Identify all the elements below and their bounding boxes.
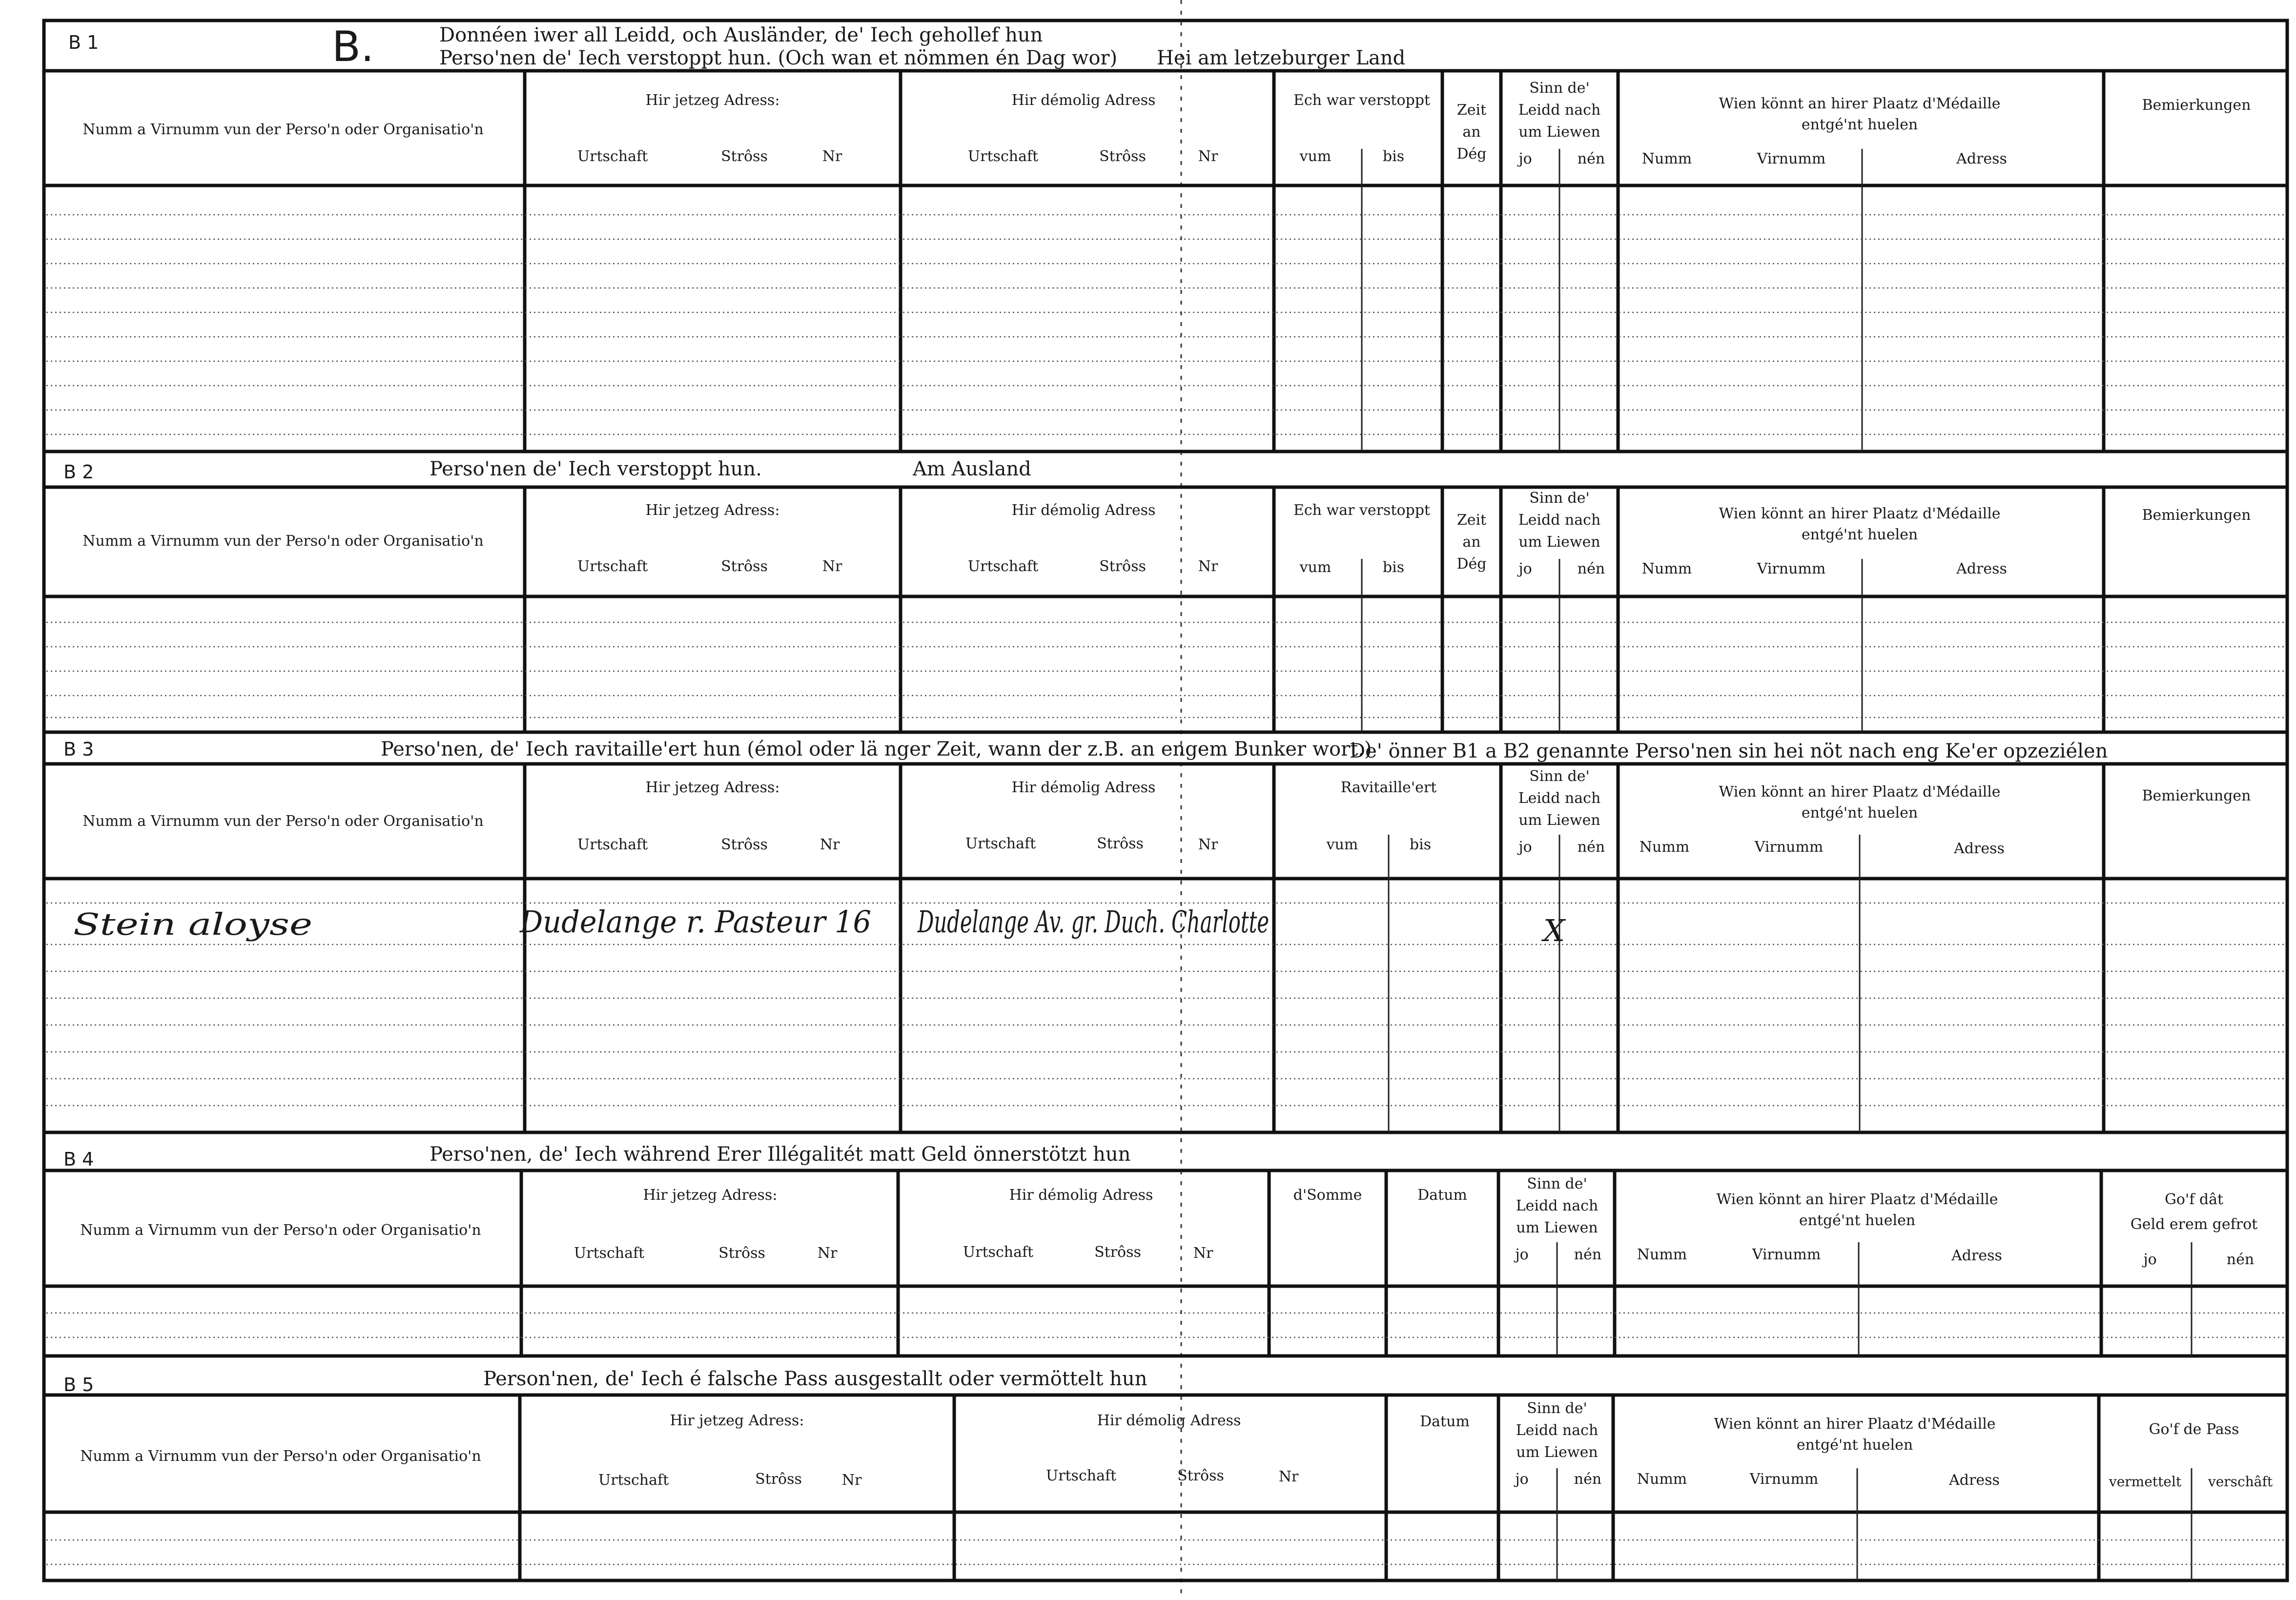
header-former-address: Hir démolig Adress: [1011, 92, 1156, 109]
header-gift-line1: Go'f dât: [2164, 1191, 2224, 1208]
header-date: Datum: [1420, 1413, 1470, 1430]
header-medal-line1: Wien könnt an hirer Plaatz d'Médaille: [1716, 1191, 1998, 1208]
header-current-address: Hir jetzeg Adress:: [670, 1412, 804, 1429]
header-nr: Nr: [822, 558, 842, 575]
section-title-b3-right: De' önner B1 a B2 genannte Perso'nen sin hei nöt nach eng Ke'er opzeziélen: [1350, 740, 2108, 762]
header-time-line3: Dég: [1456, 555, 1487, 573]
header-from: vum: [1299, 559, 1332, 576]
section-title-b1-line1: Donnéen iwer all Leidd, och Ausländer, de' Iech gehollef hun: [439, 24, 1043, 46]
header-time-line1: Zeit: [1456, 102, 1487, 119]
header-nr: Nr: [820, 836, 840, 853]
header-time-line3: Dég: [1456, 145, 1487, 163]
header-alive-line2: Leidd nach: [1516, 1197, 1599, 1214]
header-name: Numm a Virnumm vun der Perso'n oder Organisatio'n: [82, 121, 484, 138]
header-nr: Nr: [1198, 558, 1218, 575]
header-town: Urtschaft: [577, 836, 648, 853]
header-town: Urtschaft: [967, 148, 1039, 165]
section-title-b2-right: Am Ausland: [913, 458, 1031, 480]
header-no: nén: [1577, 839, 1605, 856]
header-nr: Nr: [822, 148, 842, 165]
header-gift-no: nén: [2226, 1251, 2255, 1268]
header-nr: Nr: [1278, 1468, 1299, 1485]
header-town: Urtschaft: [963, 1244, 1034, 1261]
header-medal-name: Numm: [1639, 839, 1690, 856]
header-remarks: Bemierkungen: [2142, 507, 2251, 524]
header-alive-line1: Sinn de': [1529, 490, 1590, 507]
header-current-address: Hir jetzeg Adress:: [645, 92, 780, 109]
header-alive-line3: um Liewen: [1516, 1444, 1598, 1461]
header-medal-line2: entgé'nt huelen: [1801, 804, 1918, 821]
header-street: Strôss: [1099, 558, 1146, 575]
header-name: Numm a Virnumm vun der Perso'n oder Organisatio'n: [82, 813, 484, 830]
header-name: Numm a Virnumm vun der Perso'n oder Organisatio'n: [82, 533, 484, 550]
form-frame: [44, 21, 2287, 1580]
header-to: bis: [1382, 559, 1405, 576]
header-alive-line2: Leidd nach: [1518, 790, 1601, 807]
header-medal-name: Numm: [1637, 1471, 1687, 1488]
header-alive-line3: um Liewen: [1516, 1219, 1598, 1236]
header-medal-line1: Wien könnt an hirer Plaatz d'Médaille: [1719, 95, 2001, 112]
section-title-b1-line2: Perso'nen de' Iech verstoppt hun. (Och wan et nömmen én Dag wor): [439, 47, 1118, 69]
header-medal-name: Numm: [1637, 1246, 1687, 1263]
header-alive-line3: um Liewen: [1518, 123, 1600, 141]
header-no: nén: [1577, 560, 1605, 577]
header-yes: jo: [1515, 1246, 1529, 1263]
header-street: Strôss: [1094, 1244, 1141, 1261]
header-street: Strôss: [1099, 148, 1146, 165]
header-street: Strôss: [1097, 835, 1144, 852]
section-code-b2: B 2: [63, 461, 94, 483]
header-yes: jo: [1518, 560, 1532, 577]
header-name: Numm a Virnumm vun der Perso'n oder Organisatio'n: [80, 1448, 481, 1465]
header-pass-line1: Go'f de Pass: [2149, 1421, 2239, 1438]
section-title-b3: Perso'nen, de' Iech ravitaille'ert hun (émol oder lä nger Zeit, wann der z.B. an engem Bunker wort.): [381, 738, 1372, 760]
header-medal-address: Adress: [1956, 150, 2007, 167]
header-remarks: Bemierkungen: [2142, 787, 2251, 804]
section-code-b5: B 5: [63, 1374, 94, 1395]
header-medal-line2: entgé'nt huelen: [1801, 116, 1918, 133]
header-yes: jo: [1518, 150, 1532, 167]
header-from: vum: [1326, 836, 1358, 853]
header-alive-line1: Sinn de': [1527, 1175, 1587, 1192]
header-medal-firstname: Virnumm: [1757, 150, 1826, 167]
section-b4: [44, 1143, 2287, 1356]
header-nr: Nr: [817, 1245, 838, 1262]
section-code-b3: B 3: [63, 738, 94, 760]
header-former-address: Hir démolig Adress: [1011, 502, 1156, 519]
section-code-b4: B 4: [63, 1149, 94, 1170]
header-from: vum: [1299, 148, 1332, 165]
header-street: Strôss: [755, 1471, 802, 1488]
header-medal-line1: Wien könnt an hirer Plaatz d'Médaille: [1714, 1415, 1996, 1433]
header-street: Strôss: [721, 836, 768, 853]
header-current-address: Hir jetzeg Adress:: [643, 1187, 778, 1204]
header-alive-line1: Sinn de': [1529, 768, 1590, 785]
header-town: Urtschaft: [577, 558, 648, 575]
header-former-address: Hir démolig Adress: [1097, 1412, 1241, 1429]
header-medal-address: Adress: [1951, 1247, 2002, 1264]
header-gift-line2: Geld erem gefrot: [2130, 1216, 2258, 1233]
header-gift-yes: jo: [2143, 1251, 2157, 1268]
header-street: Strôss: [1177, 1467, 1224, 1484]
header-town: Urtschaft: [574, 1245, 645, 1262]
header-pass-mediated: vermettelt: [2109, 1474, 2182, 1490]
header-no: nén: [1574, 1471, 1602, 1488]
entry-name: Stein aloyse: [73, 906, 312, 942]
header-town: Urtschaft: [598, 1472, 669, 1489]
section-code-b1: B 1: [68, 32, 99, 53]
header-yes: jo: [1518, 839, 1532, 856]
header-medal-line2: entgé'nt huelen: [1801, 526, 1918, 543]
header-no: nén: [1574, 1246, 1602, 1263]
header-medal-line2: entgé'nt huelen: [1799, 1212, 1916, 1229]
entry-current-address: Dudelange r. Pasteur 16: [519, 904, 871, 940]
entry-alive-mark: X: [1543, 913, 1565, 948]
header-alive-line1: Sinn de': [1527, 1400, 1587, 1417]
header-nr: Nr: [841, 1472, 862, 1489]
header-town: Urtschaft: [965, 835, 1036, 852]
header-date: Datum: [1417, 1187, 1467, 1204]
header-town: Urtschaft: [967, 558, 1039, 575]
header-medal-line2: entgé'nt huelen: [1796, 1436, 1913, 1454]
header-current-address: Hir jetzeg Adress:: [645, 779, 780, 796]
header-medal-firstname: Virnumm: [1754, 839, 1824, 856]
header-nr: Nr: [1193, 1245, 1213, 1262]
header-medal-firstname: Virnumm: [1752, 1246, 1821, 1263]
header-alive-line2: Leidd nach: [1516, 1422, 1599, 1439]
section-b1: [44, 22, 2287, 451]
header-period: Ravitaille'ert: [1340, 779, 1437, 796]
header-alive-line2: Leidd nach: [1518, 102, 1601, 119]
header-street: Strôss: [721, 148, 768, 165]
header-pass-made: verschâft: [2208, 1474, 2273, 1490]
header-town: Urtschaft: [577, 148, 648, 165]
header-street: Strôss: [718, 1245, 765, 1262]
header-medal-name: Numm: [1641, 560, 1692, 577]
header-period: Ech war verstoppt: [1293, 92, 1431, 109]
header-former-address: Hir démolig Adress: [1009, 1187, 1153, 1204]
header-nr: Nr: [1198, 148, 1218, 165]
header-alive-line3: um Liewen: [1518, 812, 1600, 829]
entry-former-address: Dudelange Av. gr. Duch. Charlotte: [917, 904, 1269, 940]
header-medal-line1: Wien könnt an hirer Plaatz d'Médaille: [1719, 783, 2001, 800]
section-title-b5: Person'nen, de' Iech é falsche Pass ausgestallt oder vermöttelt hun: [483, 1368, 1148, 1390]
header-to: bis: [1382, 148, 1405, 165]
header-medal-firstname: Virnumm: [1749, 1471, 1819, 1488]
header-time-line2: an: [1462, 533, 1481, 551]
header-time-line2: an: [1462, 123, 1481, 141]
header-alive-line2: Leidd nach: [1518, 512, 1601, 529]
header-period: Ech war verstoppt: [1293, 502, 1431, 519]
section-title-b4: Perso'nen, de' Iech während Erer Illégalitét matt Geld önnerstötzt hun: [430, 1143, 1131, 1166]
header-town: Urtschaft: [1046, 1467, 1117, 1484]
header-nr: Nr: [1198, 836, 1218, 853]
header-name: Numm a Virnumm vun der Perso'n oder Organisatio'n: [80, 1222, 481, 1239]
section-b5: [44, 1368, 2287, 1580]
header-medal-line1: Wien könnt an hirer Plaatz d'Médaille: [1719, 505, 2001, 522]
header-medal-address: Adress: [1956, 560, 2007, 577]
header-medal-address: Adress: [1954, 840, 2005, 857]
header-alive-line3: um Liewen: [1518, 533, 1600, 551]
header-medal-address: Adress: [1949, 1472, 2000, 1489]
header-sum: d'Somme: [1293, 1187, 1362, 1204]
section-b2: [44, 458, 2287, 732]
section-title-b2: Perso'nen de' Iech verstoppt hun.: [430, 458, 762, 480]
header-former-address: Hir démolig Adress: [1011, 779, 1156, 796]
section-title-b1-right: Hei am letzeburger Land: [1157, 47, 1406, 69]
header-medal-name: Numm: [1641, 150, 1692, 167]
section-b3: [44, 738, 2287, 1132]
header-alive-line1: Sinn de': [1529, 80, 1590, 97]
header-to: bis: [1409, 836, 1432, 853]
big-letter: B.: [332, 22, 374, 71]
header-street: Strôss: [721, 558, 768, 575]
header-yes: jo: [1515, 1471, 1529, 1488]
header-current-address: Hir jetzeg Adress:: [645, 502, 780, 519]
header-time-line1: Zeit: [1456, 512, 1487, 529]
header-no: nén: [1577, 150, 1605, 167]
header-remarks: Bemierkungen: [2142, 97, 2251, 114]
header-medal-firstname: Virnumm: [1757, 560, 1826, 577]
